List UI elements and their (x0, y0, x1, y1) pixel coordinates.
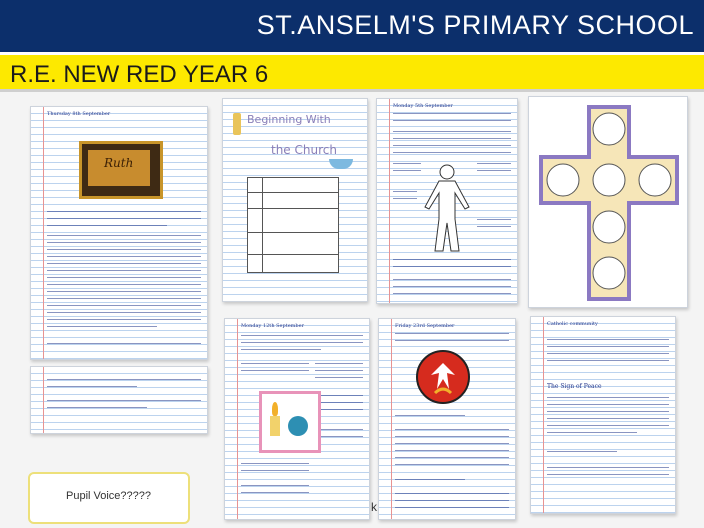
candle-picture (259, 391, 321, 453)
worksheet-date: Monday 12th September (241, 323, 304, 329)
worksheet-body-of-christ (376, 98, 518, 304)
font-drawing (329, 159, 353, 169)
worksheet-light (224, 318, 370, 520)
footer-mark: k (371, 500, 377, 514)
worksheet-date: Friday 23rd September (395, 323, 455, 329)
notes-heading-2: The Sign of Peace (547, 383, 602, 390)
subject-title: R.E. NEW RED YEAR 6 (10, 61, 269, 88)
school-header (0, 0, 704, 52)
body-outline-drawing (417, 163, 477, 253)
ruth-picture (79, 141, 163, 199)
worksheet-date: Monday 5th September (393, 103, 453, 109)
notes-heading-1: Catholic community (547, 321, 598, 327)
church-title-1: Beginning With (247, 113, 331, 126)
pupil-voice-label: Pupil Voice????? (66, 490, 152, 502)
cross-drawing (539, 105, 679, 301)
worksheet-ruth (30, 106, 208, 360)
church-title-2: the Church (271, 143, 337, 157)
ruth-title: Ruth (104, 156, 134, 170)
worksheet-sign-of-peace (530, 316, 676, 514)
worksheet-date: Thursday 8th September (47, 111, 111, 117)
pupil-voice-card (28, 472, 190, 524)
candle-drawing (233, 113, 241, 135)
church-table (247, 177, 339, 273)
worksheet-confirmation (378, 318, 516, 520)
worksheet-cross (528, 96, 688, 308)
school-name: ST.ANSELM'S PRIMARY SCHOOL (256, 10, 694, 40)
worksheet-church (222, 98, 368, 302)
dove-emblem (415, 349, 471, 405)
worksheet-ruth-continued (30, 366, 208, 434)
subject-banner (0, 52, 704, 92)
